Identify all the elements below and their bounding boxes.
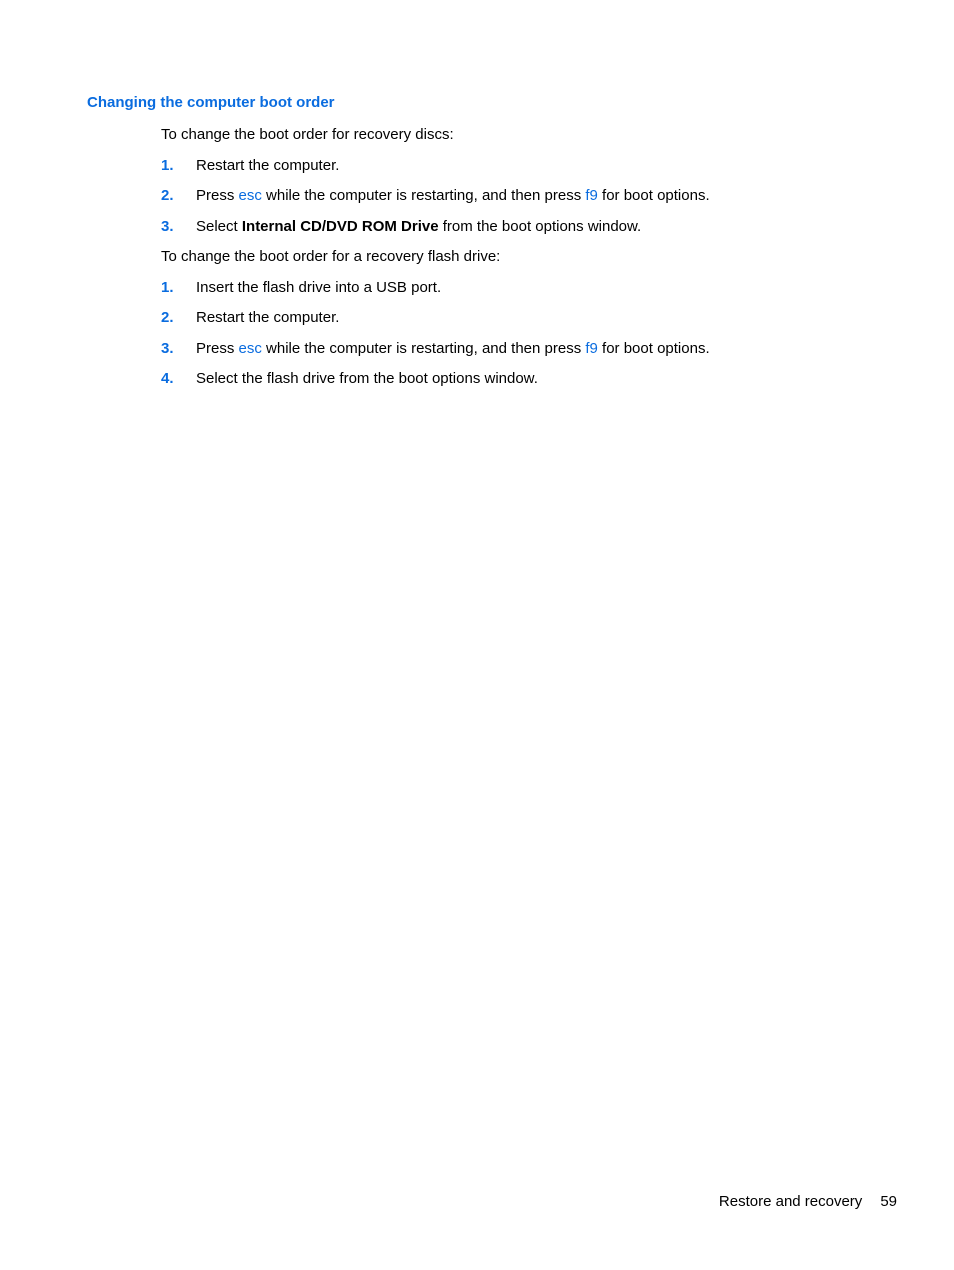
flash-intro: To change the boot order for a recovery flash drive:	[161, 248, 501, 265]
step-text-part: for boot options.	[597, 340, 710, 357]
drive-name: Internal CD/DVD ROM Drive	[241, 218, 439, 235]
key-esc: esc	[238, 340, 262, 357]
step-text-part: while the computer is restarting, and then press	[261, 187, 586, 204]
step-number: 4.	[161, 370, 174, 387]
step-text-part: from the boot options window.	[438, 218, 642, 235]
footer-section-title: Restore and recovery	[718, 1193, 863, 1210]
page-number: 59	[880, 1193, 897, 1210]
step-number: 2.	[161, 187, 174, 204]
step-number: 3.	[161, 218, 174, 235]
section-heading: Changing the computer boot order	[87, 94, 335, 111]
step-text-part: Press	[196, 187, 239, 204]
step-number: 1.	[161, 279, 174, 296]
step-text	[196, 339, 710, 358]
key-f9: f9	[585, 187, 598, 204]
step-text-part: Press	[196, 340, 239, 357]
step-number: 1.	[161, 157, 174, 174]
step-text: Select the flash drive from the boot options window.	[196, 370, 538, 387]
step-text: Insert the flash drive into a USB port.	[196, 279, 442, 296]
step-text	[196, 217, 641, 236]
step-text-part: while the computer is restarting, and then press	[261, 340, 586, 357]
step-number: 3.	[161, 340, 174, 357]
step-number: 2.	[161, 309, 174, 326]
key-f9: f9	[585, 340, 598, 357]
key-esc: esc	[238, 187, 262, 204]
discs-intro: To change the boot order for recovery discs:	[161, 126, 454, 143]
step-text-part: Select	[196, 218, 242, 235]
step-text-part: for boot options.	[597, 187, 710, 204]
step-text: Restart the computer.	[196, 157, 340, 174]
step-text	[196, 186, 710, 205]
step-text: Restart the computer.	[196, 309, 340, 326]
page-footer	[719, 1192, 897, 1211]
